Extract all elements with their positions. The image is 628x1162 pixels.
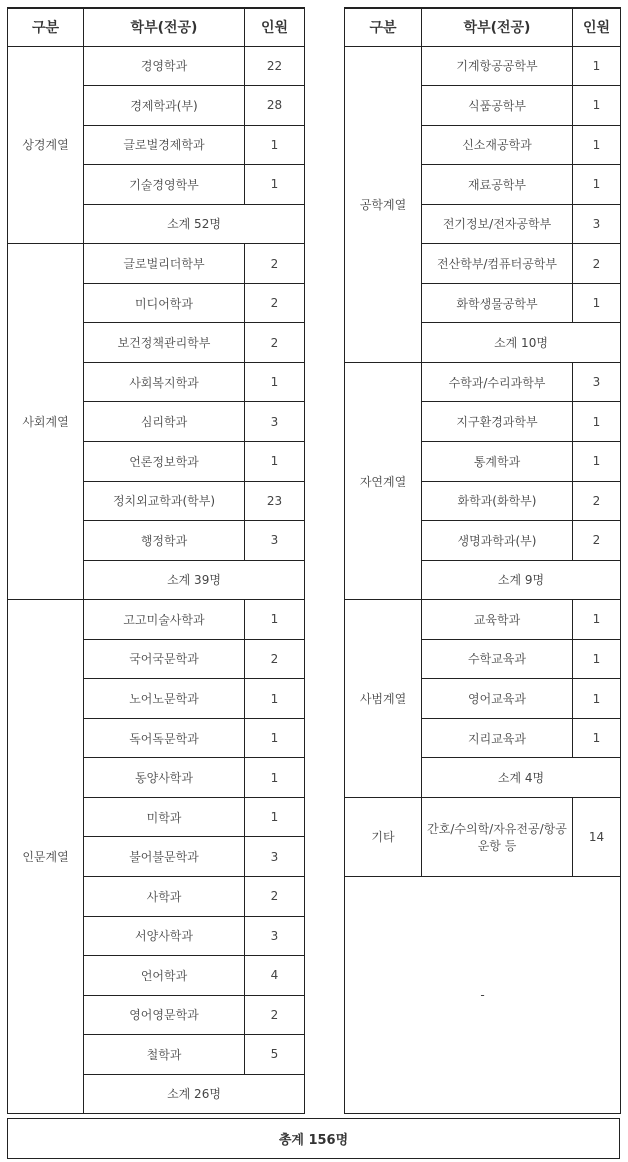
dept-count: 1 xyxy=(245,679,305,719)
dept-name: 미학과 xyxy=(84,797,245,837)
dept-name: 지리교육과 xyxy=(422,718,573,758)
dept-count: 22 xyxy=(245,46,305,86)
dept-name: 화학과(화학부) xyxy=(422,481,573,521)
dept-count: 3 xyxy=(245,521,305,561)
dept-count: 2 xyxy=(245,639,305,679)
dept-name: 사학과 xyxy=(84,876,245,916)
table-row xyxy=(345,46,621,86)
dept-count: 1 xyxy=(573,639,621,679)
group-subtotal: 소계 9명 xyxy=(422,560,621,600)
dept-count: 3 xyxy=(573,362,621,402)
header-count: 인원 xyxy=(573,8,621,46)
dept-count: 4 xyxy=(245,956,305,996)
dept-count: 1 xyxy=(573,600,621,640)
dept-count: 1 xyxy=(245,165,305,205)
group-subtotal: 소계 52명 xyxy=(84,204,305,244)
dept-name: 행정학과 xyxy=(84,521,245,561)
header-dept: 학부(전공) xyxy=(422,8,573,46)
dept-count: 1 xyxy=(573,402,621,442)
group-name: 기타 xyxy=(345,797,422,876)
group-name: 인문계열 xyxy=(8,600,84,1114)
table-row xyxy=(345,362,621,402)
dept-count: 1 xyxy=(245,600,305,640)
dept-name: 재료공학부 xyxy=(422,165,573,205)
right-table-body xyxy=(345,46,621,1113)
dept-name: 영어영문학과 xyxy=(84,995,245,1035)
dept-name: 언론정보학과 xyxy=(84,441,245,481)
dept-count: 23 xyxy=(245,481,305,521)
grand-total: 총계 156명 xyxy=(8,1119,620,1159)
dept-name: 정치외교학과(학부) xyxy=(84,481,245,521)
table-row xyxy=(8,600,305,640)
dept-name: 고고미술사학과 xyxy=(84,600,245,640)
dept-name: 언어학과 xyxy=(84,956,245,996)
dept-name: 교육학과 xyxy=(422,600,573,640)
dept-name: 식품공학부 xyxy=(422,86,573,126)
dept-name: 지구환경과학부 xyxy=(422,402,573,442)
dept-name: 보건정책관리학부 xyxy=(84,323,245,363)
dept-name: 화학생물공학부 xyxy=(422,283,573,323)
dept-name: 생명과학과(부) xyxy=(422,521,573,561)
dept-name: 경제학과(부) xyxy=(84,86,245,126)
dept-count: 2 xyxy=(245,323,305,363)
dept-name: 수학교육과 xyxy=(422,639,573,679)
dept-count: 28 xyxy=(245,86,305,126)
dept-count: 2 xyxy=(573,521,621,561)
dept-count: 1 xyxy=(573,46,621,86)
dept-count: 3 xyxy=(245,402,305,442)
dept-count: 1 xyxy=(573,718,621,758)
table-row xyxy=(8,244,305,284)
dept-name: 글로벌리더학부 xyxy=(84,244,245,284)
right-table xyxy=(344,7,621,1114)
dept-name: 간호/수의학/자유전공/항공운항 등 xyxy=(422,797,573,876)
header-dept: 학부(전공) xyxy=(84,8,245,46)
dept-count: 2 xyxy=(573,244,621,284)
empty-cell: - xyxy=(345,876,621,1113)
dept-count: 3 xyxy=(245,916,305,956)
dept-count: 2 xyxy=(245,995,305,1035)
dept-name: 기계항공공학부 xyxy=(422,46,573,86)
table-row xyxy=(345,797,621,876)
table-row xyxy=(8,46,305,86)
dept-name: 미디어학과 xyxy=(84,283,245,323)
group-name: 사회계열 xyxy=(8,244,84,600)
dept-name: 동양사학과 xyxy=(84,758,245,798)
dept-count: 3 xyxy=(573,204,621,244)
dept-count: 1 xyxy=(245,125,305,165)
dept-name: 통계학과 xyxy=(422,441,573,481)
dept-count: 2 xyxy=(245,244,305,284)
group-name: 상경계열 xyxy=(8,46,84,244)
group-subtotal: 소계 10명 xyxy=(422,323,621,363)
dept-count: 2 xyxy=(245,876,305,916)
group-subtotal: 소계 26명 xyxy=(84,1074,305,1114)
dept-name: 국어국문학과 xyxy=(84,639,245,679)
dept-count: 1 xyxy=(245,797,305,837)
group-name: 공학계열 xyxy=(345,46,422,362)
dept-name: 불어불문학과 xyxy=(84,837,245,877)
header-category: 구분 xyxy=(345,8,422,46)
dept-name: 철학과 xyxy=(84,1035,245,1075)
total-table xyxy=(7,1118,620,1159)
dept-count: 1 xyxy=(573,283,621,323)
dept-name: 영어교육과 xyxy=(422,679,573,719)
dept-count: 5 xyxy=(245,1035,305,1075)
dept-count: 14 xyxy=(573,797,621,876)
table-row xyxy=(345,600,621,640)
dept-count: 1 xyxy=(573,125,621,165)
dept-count: 1 xyxy=(573,86,621,126)
dept-name: 글로벌경제학과 xyxy=(84,125,245,165)
dept-name: 수학과/수리과학부 xyxy=(422,362,573,402)
dept-count: 1 xyxy=(245,758,305,798)
dept-count: 1 xyxy=(245,362,305,402)
dept-name: 경영학과 xyxy=(84,46,245,86)
dept-count: 1 xyxy=(573,165,621,205)
dept-count: 2 xyxy=(245,283,305,323)
header-category: 구분 xyxy=(8,8,84,46)
group-name: 사범계열 xyxy=(345,600,422,798)
dept-name: 기술경영학부 xyxy=(84,165,245,205)
dept-name: 서양사학과 xyxy=(84,916,245,956)
dept-name: 전기정보/전자공학부 xyxy=(422,204,573,244)
group-subtotal: 소계 39명 xyxy=(84,560,305,600)
dept-count: 1 xyxy=(573,679,621,719)
dept-name: 독어독문학과 xyxy=(84,718,245,758)
dept-count: 1 xyxy=(245,718,305,758)
dept-name: 신소재공학과 xyxy=(422,125,573,165)
dept-count: 2 xyxy=(573,481,621,521)
dept-name: 심리학과 xyxy=(84,402,245,442)
dept-count: 1 xyxy=(573,441,621,481)
group-subtotal: 소계 4명 xyxy=(422,758,621,798)
header-count: 인원 xyxy=(245,8,305,46)
dept-name: 사회복지학과 xyxy=(84,362,245,402)
group-name: 자연계열 xyxy=(345,362,422,599)
empty-row xyxy=(345,876,621,1113)
dept-name: 전산학부/컴퓨터공학부 xyxy=(422,244,573,284)
left-table-body xyxy=(8,46,305,1114)
dept-count: 1 xyxy=(245,441,305,481)
dept-count: 3 xyxy=(245,837,305,877)
dept-name: 노어노문학과 xyxy=(84,679,245,719)
left-table xyxy=(7,7,305,1114)
